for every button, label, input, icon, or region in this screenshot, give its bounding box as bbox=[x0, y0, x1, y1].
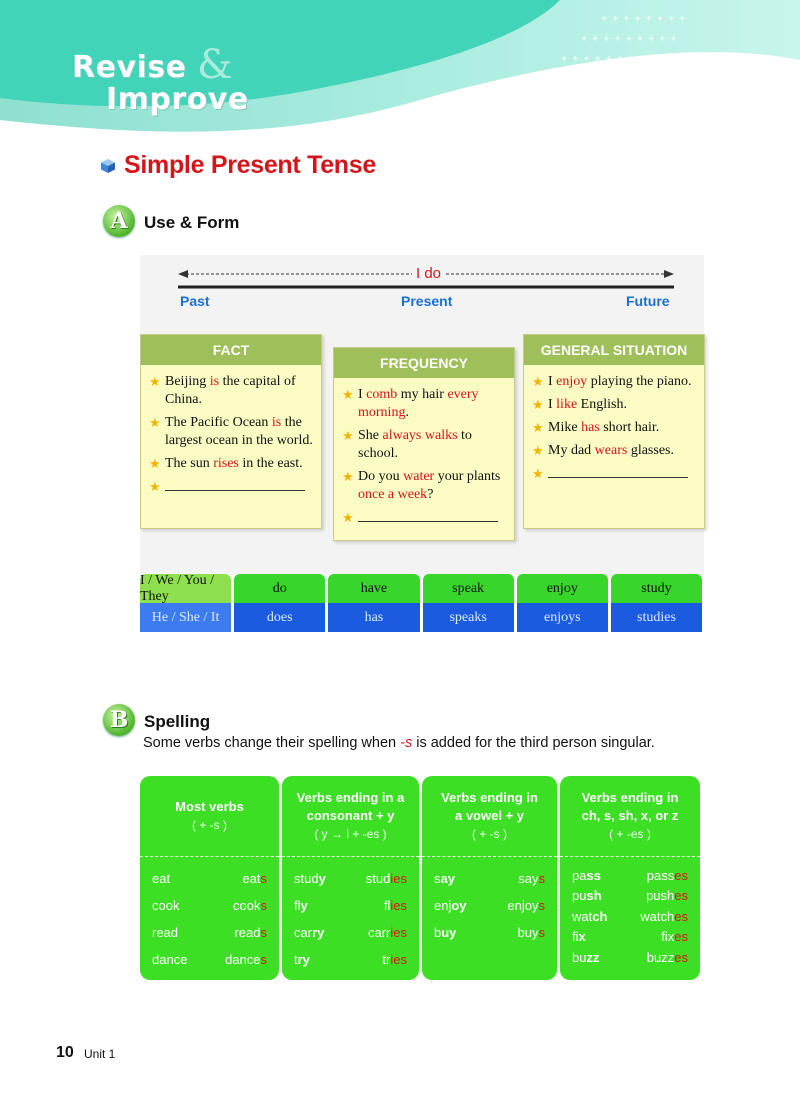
verb-stem: fl bbox=[383, 898, 391, 913]
highlight-verb: is bbox=[271, 415, 282, 430]
verb-stem: wat bbox=[572, 908, 593, 924]
verb-pair bbox=[282, 865, 419, 892]
verb-stem: cook bbox=[152, 898, 180, 913]
third-person-verb bbox=[640, 909, 688, 924]
highlight-verb: like bbox=[556, 397, 578, 412]
general-item bbox=[532, 396, 696, 414]
base-verb bbox=[572, 909, 607, 924]
verb-ending: uy bbox=[441, 925, 457, 940]
conjugation-cell: study bbox=[611, 574, 702, 603]
frequency-heading: FREQUENCY bbox=[334, 348, 514, 378]
added-suffix: s bbox=[538, 871, 545, 886]
star-icon: ★ bbox=[532, 374, 544, 389]
fact-item bbox=[149, 455, 313, 473]
verb-stem: fi bbox=[572, 929, 579, 945]
base-verb bbox=[294, 898, 308, 913]
base-verb bbox=[152, 925, 178, 940]
subtitle-text-end: is added for the third person singular. bbox=[412, 735, 655, 751]
fact-heading: FACT bbox=[141, 335, 321, 365]
spelling-group-body bbox=[422, 857, 557, 946]
verb-ending: ss bbox=[586, 867, 601, 883]
star-icon: ★ bbox=[342, 428, 354, 443]
sentence-text: my hair bbox=[397, 387, 448, 402]
star-icon: ★ bbox=[149, 456, 161, 471]
added-suffix: es bbox=[674, 929, 688, 945]
spelling-group-heading bbox=[140, 776, 279, 857]
base-verb bbox=[294, 925, 324, 940]
added-suffix: ies bbox=[390, 952, 407, 967]
verb-stem: buy bbox=[517, 925, 539, 940]
group-heading-line: Most verbs bbox=[175, 799, 244, 814]
group-rule: ( + -s ) bbox=[192, 818, 227, 832]
third-person-verb bbox=[233, 898, 267, 913]
page-title bbox=[100, 151, 376, 180]
third-person-verb bbox=[234, 925, 267, 940]
verb-pair bbox=[560, 865, 700, 886]
star-icon: ★ bbox=[149, 479, 161, 494]
verb-stem: push bbox=[646, 888, 675, 904]
group-heading-line: a vowel + y bbox=[454, 808, 524, 823]
sentence-text: short hair. bbox=[599, 420, 660, 435]
cube-icon bbox=[100, 158, 116, 174]
fact-blank-item bbox=[149, 478, 313, 497]
conjugation-cell: does bbox=[234, 603, 325, 632]
verb-stem: stud bbox=[365, 871, 391, 886]
group-rule: ( y → i + -es ) bbox=[314, 827, 387, 841]
verb-pair bbox=[140, 892, 279, 919]
third-person-verb bbox=[242, 871, 267, 886]
star-icon: ★ bbox=[532, 443, 544, 458]
group-heading-line: Verbs ending in a bbox=[296, 790, 405, 805]
conjugation-cell: I / We / You / They bbox=[140, 574, 231, 603]
verb-pair bbox=[282, 946, 419, 973]
highlight-verb: has bbox=[581, 420, 600, 435]
sentence-text: The sun bbox=[165, 456, 214, 471]
verb-pair bbox=[560, 947, 700, 968]
conjugation-cell: do bbox=[234, 574, 325, 603]
sentence-text: She bbox=[358, 428, 383, 443]
sentence-text: ? bbox=[427, 487, 434, 502]
verb-stem: bu bbox=[572, 949, 587, 965]
group-heading-line: Verbs ending in bbox=[581, 790, 679, 805]
svg-text:✦ ✦ ✦ ✦ ✦ ✦ ✦ ✦ ✦: ✦ ✦ ✦ ✦ ✦ ✦ ✦ ✦ ✦ bbox=[560, 54, 658, 65]
frequency-item bbox=[342, 468, 506, 504]
verb-stem: enjoy bbox=[507, 898, 539, 913]
third-person-verb bbox=[384, 898, 407, 913]
sentence-text: My dad bbox=[548, 443, 595, 458]
verb-pair bbox=[560, 886, 700, 907]
sentence-text: I bbox=[548, 374, 557, 389]
star-icon: ★ bbox=[532, 397, 544, 412]
sentence-text: The Pacific Ocean bbox=[165, 415, 272, 430]
blank-line bbox=[165, 478, 305, 491]
added-suffix: es bbox=[674, 867, 688, 883]
added-suffix: s bbox=[260, 871, 267, 886]
verb-ending: ay bbox=[440, 871, 455, 886]
highlight-verb: comb bbox=[366, 387, 398, 402]
blank-line bbox=[358, 509, 498, 522]
spelling-group-consonant-y bbox=[282, 776, 419, 980]
added-suffix: s bbox=[538, 925, 545, 940]
fact-list bbox=[141, 365, 321, 497]
verb-stem: s bbox=[434, 871, 441, 886]
section-a-title: Use & Form bbox=[144, 213, 240, 232]
verb-ending: ry bbox=[312, 925, 325, 940]
base-verb bbox=[152, 952, 187, 967]
frequency-blank-item bbox=[342, 509, 506, 528]
verb-stem: dance bbox=[152, 952, 188, 967]
verb-stem: cook bbox=[233, 898, 261, 913]
verb-ending: sh bbox=[586, 888, 602, 904]
verb-stem: carr bbox=[367, 925, 391, 940]
unit-label: Unit 1 bbox=[84, 1047, 116, 1061]
sentence-text: Mike bbox=[548, 420, 582, 435]
frequency-item bbox=[342, 386, 506, 422]
verb-stem: pa bbox=[572, 867, 587, 883]
spelling-group-body bbox=[140, 857, 279, 973]
third-person-verb bbox=[507, 898, 545, 913]
fact-item bbox=[149, 373, 313, 409]
spelling-group-heading bbox=[282, 776, 419, 857]
third-person-verb bbox=[382, 952, 407, 967]
added-suffix: es bbox=[674, 888, 688, 904]
verb-ending: ry bbox=[297, 952, 310, 967]
added-suffix: s bbox=[260, 898, 267, 913]
spelling-group-ch-s-sh-x-z bbox=[560, 776, 700, 980]
general-item bbox=[532, 373, 696, 391]
verb-stem: fl bbox=[294, 898, 301, 913]
sentence-text: I bbox=[548, 397, 557, 412]
base-verb bbox=[572, 929, 586, 944]
third-person-verb bbox=[647, 868, 688, 883]
header-title-line2: Improve bbox=[106, 82, 249, 117]
base-verb bbox=[152, 871, 170, 886]
sentence-text: to school. bbox=[358, 428, 472, 461]
timeline-present: Present bbox=[401, 293, 453, 309]
section-b-badge: B bbox=[103, 704, 135, 736]
frequency-column bbox=[333, 347, 515, 541]
highlight-verb: enjoy bbox=[556, 374, 588, 389]
verb-stem: read bbox=[152, 925, 179, 940]
verb-stem: car bbox=[294, 925, 313, 940]
base-verb bbox=[152, 898, 179, 913]
verb-stem: buzz bbox=[646, 949, 675, 965]
general-list bbox=[524, 365, 704, 484]
verb-ending: x bbox=[578, 929, 586, 945]
conjugation-row-third-person bbox=[140, 603, 702, 632]
verb-ending: oy bbox=[451, 898, 467, 913]
verb-stem: pass bbox=[646, 867, 675, 883]
section-b-title: Spelling bbox=[144, 712, 211, 731]
conjugation-cell: enjoys bbox=[517, 603, 608, 632]
added-suffix: ies bbox=[390, 871, 407, 886]
third-person-verb bbox=[366, 871, 407, 886]
timeline-past: Past bbox=[180, 293, 210, 309]
conjugation-table bbox=[140, 574, 702, 632]
verb-pair bbox=[140, 919, 279, 946]
conjugation-cell: speaks bbox=[423, 603, 514, 632]
header-title-line1: Revise bbox=[72, 50, 187, 85]
highlight-verb: water bbox=[403, 469, 435, 484]
base-verb bbox=[294, 952, 310, 967]
general-situation-column bbox=[523, 334, 705, 529]
subtitle-suffix: -s bbox=[400, 735, 413, 751]
verb-pair bbox=[282, 919, 419, 946]
third-person-verb bbox=[225, 952, 267, 967]
base-verb bbox=[434, 898, 467, 913]
timeline-center-label: I do bbox=[412, 265, 445, 282]
frequency-item bbox=[342, 427, 506, 463]
third-person-verb bbox=[518, 925, 545, 940]
verb-stem: eat bbox=[152, 871, 171, 886]
spelling-group-body bbox=[560, 857, 700, 968]
verb-stem: read bbox=[234, 925, 261, 940]
spelling-group-heading bbox=[560, 776, 700, 857]
svg-text:✦ ✦ ✦ ✦ ✦ ✦ ✦ ✦: ✦ ✦ ✦ ✦ ✦ ✦ ✦ ✦ bbox=[530, 74, 617, 85]
verb-stem: fix bbox=[661, 929, 675, 945]
sentence-text: English. bbox=[577, 397, 627, 412]
verb-stem: say bbox=[518, 871, 539, 886]
spelling-subtitle bbox=[143, 735, 655, 751]
verb-stem: pu bbox=[572, 888, 587, 904]
added-suffix: es bbox=[674, 949, 688, 965]
frequency-list bbox=[334, 378, 514, 528]
group-heading-line: ch, s, sh, x, or z bbox=[581, 808, 679, 823]
verb-stem: eat bbox=[242, 871, 261, 886]
base-verb bbox=[434, 925, 456, 940]
base-verb bbox=[572, 868, 601, 883]
header-ampersand: & bbox=[197, 42, 233, 88]
sentence-text: glasses. bbox=[627, 443, 674, 458]
sentence-text: playing the piano. bbox=[587, 374, 692, 389]
conjugation-cell: has bbox=[328, 603, 419, 632]
third-person-verb bbox=[518, 871, 545, 886]
section-a-badge: A bbox=[103, 205, 135, 237]
base-verb bbox=[434, 871, 455, 886]
sentence-text: the capital of China. bbox=[165, 374, 296, 407]
verb-pair bbox=[422, 892, 557, 919]
spelling-group-heading bbox=[422, 776, 557, 857]
sentence-text: Beijing bbox=[165, 374, 210, 389]
third-person-verb bbox=[646, 888, 688, 903]
star-icon: ★ bbox=[342, 510, 354, 525]
added-suffix: s bbox=[260, 925, 267, 940]
highlight-verb: always walks bbox=[382, 428, 458, 443]
verb-ending: y bbox=[318, 871, 326, 886]
third-person-verb bbox=[368, 925, 407, 940]
highlight-verb: rises bbox=[213, 456, 239, 471]
conjugation-cell: have bbox=[328, 574, 419, 603]
sentence-text: I bbox=[358, 387, 367, 402]
star-icon: ★ bbox=[149, 374, 161, 389]
base-verb bbox=[572, 950, 599, 965]
verb-pair bbox=[140, 946, 279, 973]
highlight-verb: every morning bbox=[358, 387, 479, 420]
blank-line bbox=[548, 465, 688, 478]
third-person-verb bbox=[661, 929, 688, 944]
added-suffix: ies bbox=[390, 898, 407, 913]
conjugation-cell: studies bbox=[611, 603, 702, 632]
group-rule: ( + -es ) bbox=[609, 827, 651, 841]
base-verb bbox=[572, 888, 602, 903]
verb-stem: dance bbox=[225, 952, 261, 967]
verb-ending: y bbox=[300, 898, 308, 913]
base-verb bbox=[294, 871, 326, 886]
sentence-text: Do you bbox=[358, 469, 404, 484]
verb-pair bbox=[422, 919, 557, 946]
star-icon: ★ bbox=[342, 387, 354, 402]
star-icon: ★ bbox=[149, 415, 161, 430]
highlight-verb: once a week bbox=[358, 487, 428, 502]
added-suffix: es bbox=[674, 908, 688, 924]
timeline-future: Future bbox=[626, 293, 670, 309]
added-suffix: s bbox=[538, 898, 545, 913]
conjugation-row-base bbox=[140, 574, 702, 603]
general-blank-item bbox=[532, 465, 696, 484]
sentence-text: your plants bbox=[434, 469, 501, 484]
third-person-verb bbox=[647, 950, 688, 965]
sentence-text: in the east. bbox=[238, 456, 303, 471]
added-suffix: s bbox=[260, 952, 267, 967]
conjugation-cell: enjoy bbox=[517, 574, 608, 603]
highlight-verb: is bbox=[209, 374, 220, 389]
group-heading-line: Verbs ending in bbox=[441, 790, 538, 805]
general-heading: GENERAL SITUATION bbox=[524, 335, 704, 365]
group-rule: ( + -s ) bbox=[472, 827, 507, 841]
spelling-group-most-verbs bbox=[140, 776, 279, 980]
svg-text:✦ ✦ ✦ ✦ ✦ ✦ ✦ ✦ ✦: ✦ ✦ ✦ ✦ ✦ ✦ ✦ ✦ ✦ bbox=[580, 34, 678, 45]
sentence-text: the largest ocean in the world. bbox=[165, 415, 313, 448]
star-icon: ★ bbox=[342, 469, 354, 484]
general-item bbox=[532, 419, 696, 437]
verb-pair bbox=[422, 865, 557, 892]
star-icon: ★ bbox=[532, 466, 544, 481]
verb-stem: watch bbox=[640, 908, 675, 924]
svg-text:✦ ✦ ✦ ✦ ✦ ✦ ✦ ✦: ✦ ✦ ✦ ✦ ✦ ✦ ✦ ✦ bbox=[600, 14, 687, 25]
group-heading-line: consonant + y bbox=[306, 808, 395, 823]
general-item bbox=[532, 442, 696, 460]
verb-stem: enj bbox=[434, 898, 452, 913]
verb-pair bbox=[140, 865, 279, 892]
conjugation-cell: speak bbox=[423, 574, 514, 603]
conjugation-cell: He / She / It bbox=[140, 603, 231, 632]
star-icon: ★ bbox=[532, 420, 544, 435]
verb-stem: tr bbox=[382, 952, 391, 967]
fact-item bbox=[149, 414, 313, 450]
verb-stem: stud bbox=[294, 871, 319, 886]
fact-column bbox=[140, 334, 322, 529]
spelling-group-vowel-y bbox=[422, 776, 557, 980]
verb-stem: b bbox=[434, 925, 442, 940]
verb-pair bbox=[560, 906, 700, 927]
page-number: 10 bbox=[56, 1044, 74, 1061]
subtitle-text: Some verbs change their spelling when bbox=[143, 735, 401, 751]
sentence-text: . bbox=[405, 405, 409, 420]
added-suffix: ies bbox=[390, 925, 407, 940]
verb-ending: ch bbox=[592, 908, 608, 924]
page-title-text: Simple Present Tense bbox=[124, 151, 376, 179]
highlight-verb: wears bbox=[594, 443, 628, 458]
verb-stem: t bbox=[294, 952, 298, 967]
svg-text:✦ ✦ ✦ ✦ ✦ ✦: ✦ ✦ ✦ ✦ ✦ ✦ bbox=[500, 94, 565, 105]
spelling-group-body bbox=[282, 857, 419, 973]
verb-pair bbox=[282, 892, 419, 919]
verb-ending: zz bbox=[586, 949, 600, 965]
verb-pair bbox=[560, 927, 700, 948]
